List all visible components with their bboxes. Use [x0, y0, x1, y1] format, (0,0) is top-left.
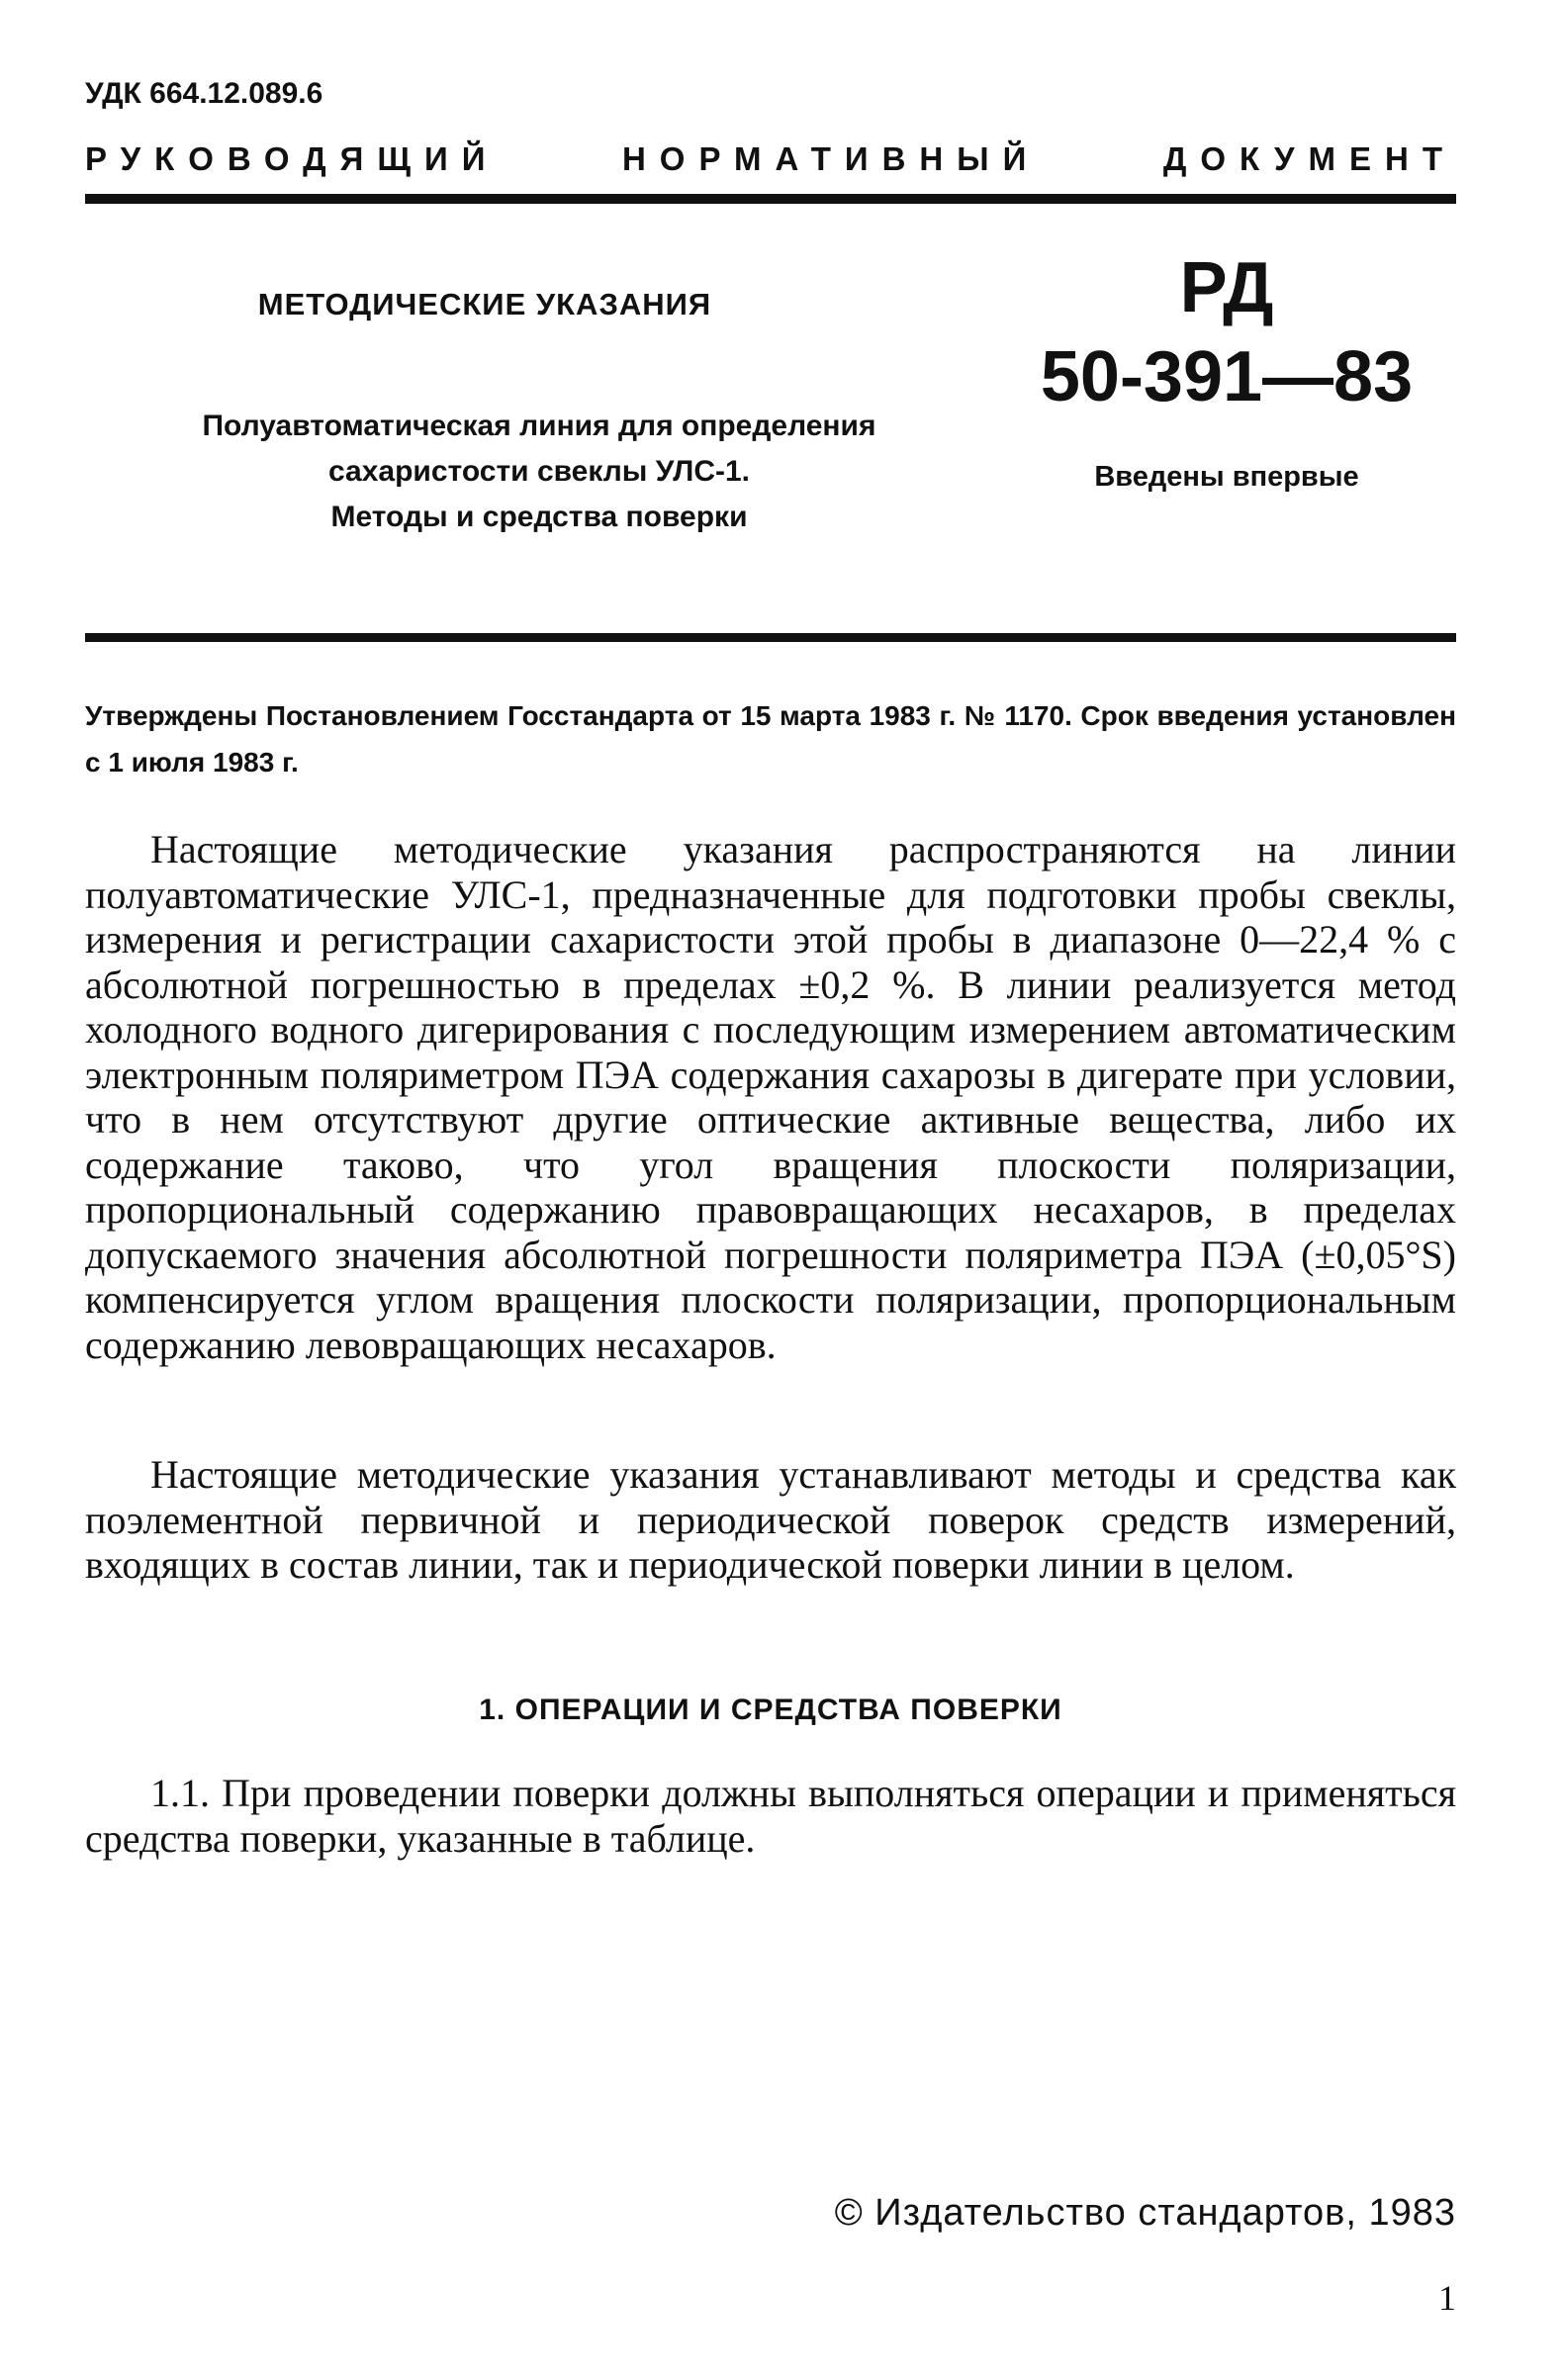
- doc-type-word-3: ДОКУМЕНТ: [1162, 140, 1456, 177]
- introduction-note: Введены впервые: [1094, 461, 1359, 493]
- methodic-title: МЕТОДИЧЕСКИЕ УКАЗАНИЯ: [257, 287, 712, 321]
- doc-type-word-1: РУКОВОДЯЩИЙ: [85, 140, 500, 177]
- top-divider-rule: [85, 194, 1456, 204]
- copyright-notice: © Издательство стандартов, 1983: [834, 2192, 1456, 2234]
- subtitle-line-2: сахаристости свеклы УЛС-1.: [328, 455, 750, 488]
- document-type-banner: [85, 140, 1456, 178]
- doc-code-number: 50-391—83: [1040, 337, 1414, 416]
- subtitle-line-1: Полуавтоматическая линия для определения: [202, 410, 876, 442]
- approval-statement: Утверждены Постановлением Госстандарта от 15 марта 1983 г. № 1170. Срок введения установлен с 1 июля 1983 г.: [85, 700, 1456, 778]
- udk-code: УДК 664.12.089.6: [85, 77, 323, 110]
- doc-type-word-2: НОРМАТИВНЫЙ: [621, 140, 1041, 177]
- body-paragraph-methods: Настоящие методические указания устанавливают методы и средства как поэлементной первичной и периодической поверок средств измерений, входящих в состав линии, так и периодической поверки линии в целом.: [85, 1452, 1456, 1587]
- body-paragraph-scope: Настоящие методические указания распространяются на линии полуавтоматические УЛС-1, предназначенные для подготовки пробы свеклы, измерения и регистрации сахаристости этой пробы в диапазоне 0—22,4 % с абсолютной погрешностью в пределах ±0,2 %. В линии реализуется метод холодного водного дигерирования с последующим измерением автоматическим электронным поляриметром ПЭА содержания сахарозы в дигерате при условии, что в нем отсутствуют другие оптические активные вещества, либо их содержание таково, что угол вращения плоскости поляризации, пропорциональный содержанию правовращающих несахаров, в пределах допускаемого значения абсолютной погрешности поляриметра ПЭА (±0,05°S) компенсируется углом вращения плоскости поляризации, пропорциональным содержанию левовращающих несахаров.: [85, 827, 1456, 1367]
- page-number: 1: [1438, 2278, 1456, 2318]
- subtitle-line-3: Методы и средства поверки: [330, 501, 748, 533]
- body-paragraph-1-1: 1.1. При проведении поверки должны выполняться операции и применяться средства поверки, указанные в таблице.: [85, 1771, 1456, 1861]
- doc-code-label: РД: [1179, 248, 1274, 327]
- middle-divider-rule: [85, 633, 1456, 642]
- section-heading: 1. ОПЕРАЦИИ И СРЕДСТВА ПОВЕРКИ: [479, 1693, 1062, 1726]
- document-subtitle: [148, 404, 930, 540]
